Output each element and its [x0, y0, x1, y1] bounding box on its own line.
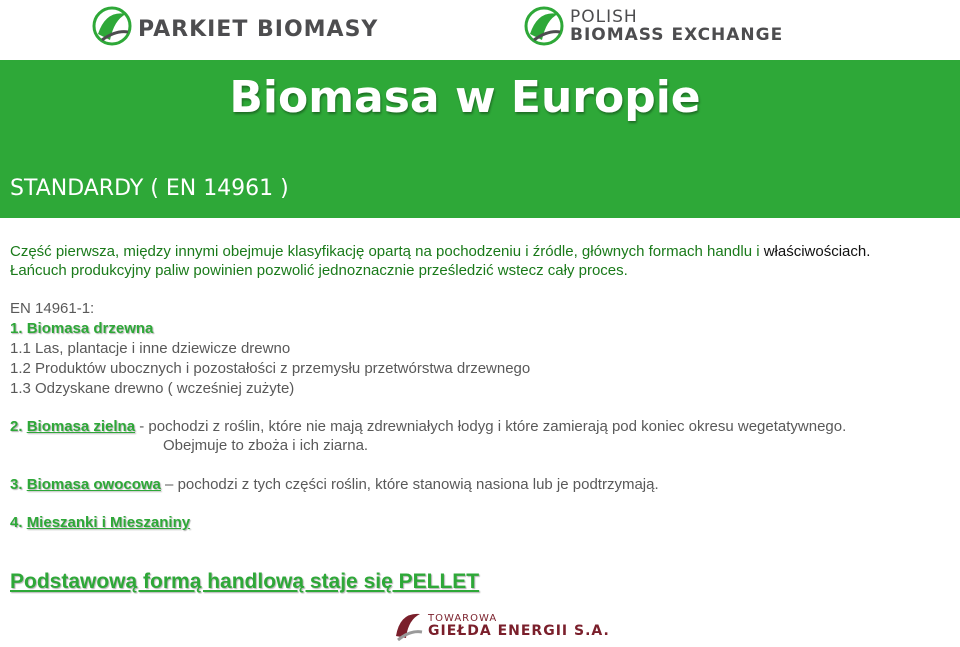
- section-subtitle: STANDARDY ( EN 14961 ): [10, 176, 289, 201]
- cat4-num: 4.: [10, 514, 23, 531]
- standard-code: EN 14961-1:: [10, 300, 95, 317]
- tge-swirl-icon: [392, 608, 424, 642]
- parkiet-biomasy-text: PARKIET BIOMASY: [138, 16, 379, 42]
- tge-line2: GIEŁDA ENERGII S.A.: [428, 623, 610, 639]
- cat4-name: Mieszanki i Mieszaniny: [26, 514, 191, 531]
- cat2-name: Biomasa zielna: [26, 418, 136, 435]
- tge-line1: TOWAROWA: [428, 613, 498, 624]
- category-2-desc2: Obejmuje to zboża i ich ziarna.: [163, 437, 369, 454]
- cat1-name: Biomasa drzewna: [26, 320, 154, 337]
- cat3-desc: – pochodzi z tych części roślin, które stanowią nasiona lub je podtrzymają.: [160, 476, 659, 493]
- polish-text: POLISH: [570, 7, 638, 27]
- subcategory-1-2: 1.2 Produktów ubocznych i pozostałości z przemysłu przetwórstwa drzewnego: [10, 360, 531, 377]
- header-bar: [0, 0, 960, 60]
- subcategory-1-1: 1.1 Las, plantacje i inne dziewicze drewno: [10, 340, 291, 357]
- category-2: [10, 418, 846, 435]
- cat2-desc: - pochodzi z roślin, które nie mają zdrewniałych łodyg i które zamierają pod koniec okresu wegetatywnego.: [135, 418, 847, 435]
- tge-logo: [392, 608, 610, 642]
- page-title: [0, 72, 960, 123]
- subcategory-1-3: 1.3 Odzyskane drewno ( wcześniej zużyte): [10, 380, 295, 397]
- page-title-text: Biomasa w Europie: [229, 72, 701, 123]
- leaf-swirl-icon: [524, 4, 564, 48]
- leaf-swirl-icon: [92, 4, 132, 48]
- intro-dark: właściwościach.: [763, 243, 871, 260]
- cat3-num: 3.: [10, 476, 23, 493]
- conclusion-text: Podstawową formą handlową staje się PELLET: [10, 570, 480, 593]
- polish-biomass-exchange-logo: [524, 4, 783, 48]
- category-3: [10, 476, 659, 493]
- cat1-num: 1.: [10, 320, 23, 337]
- category-1: [10, 320, 153, 337]
- intro-green: Część pierwsza, między innymi obejmuje klasyfikację opartą na pochodzeniu i źródle, głównych formach handlu i: [10, 243, 764, 260]
- biomass-exchange-text: BIOMASS EXCHANGE: [570, 25, 784, 45]
- intro-rest: Łańcuch produkcyjny paliw powinien pozwolić jednoznacznie prześledzić wstecz cały proces.: [10, 262, 628, 279]
- category-4: [10, 514, 190, 531]
- cat3-name: Biomasa owocowa: [26, 476, 161, 493]
- cat2-num: 2.: [10, 418, 23, 435]
- parkiet-biomasy-logo: [92, 4, 378, 48]
- intro-paragraph: [10, 242, 950, 280]
